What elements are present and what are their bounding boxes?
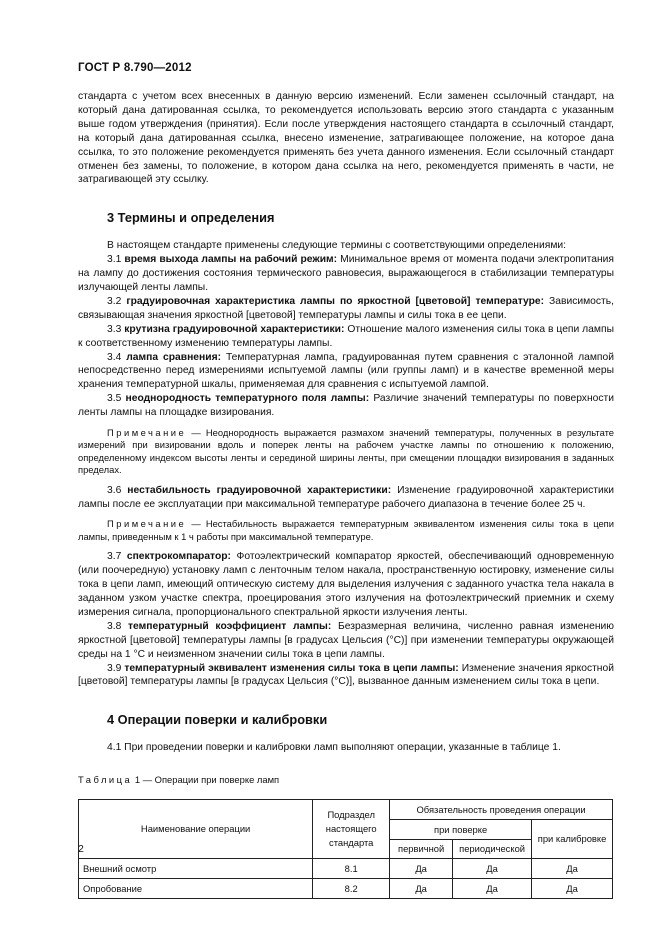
document-header: ГОСТ Р 8.790—2012 <box>78 62 192 74</box>
term-3-6 <box>78 484 614 512</box>
document-body <box>78 90 614 899</box>
term-number: 3.5 <box>107 393 122 405</box>
term-name: спектрокомпаратор: <box>126 551 231 563</box>
term-name: нестабильность градуировочной характеристики: <box>127 484 392 496</box>
note-label: Примечание <box>107 427 187 439</box>
term-definition: Безразмерная величина, численно равная изменению яркостной [цветовой] температуры лампы [в градусах Цельсия (°C)] при изменении температуры окружающей среды на 1 °C и неизменном значении силы тока в цепи лампы. <box>78 620 614 660</box>
table-caption-label: Таблица <box>78 774 133 786</box>
term-number: 3.4 <box>107 351 122 363</box>
page-number: 2 <box>78 843 84 855</box>
term-definition: Изменение градуировочной характеристики лампы после ее эксплуатации при максимальной температуре рабочего диапазона в течение более 25 ч. <box>78 484 614 510</box>
term-3-8 <box>78 620 614 662</box>
term-number: 3.9 <box>107 662 122 674</box>
term-number: 3.1 <box>107 254 122 266</box>
header-calibration: при калибровке <box>532 820 613 859</box>
section-3-heading: 3 Термины и определения <box>107 210 275 226</box>
header-verification: при поверке <box>390 820 532 840</box>
term-3-7 <box>78 550 614 620</box>
note-text: — Неоднородность выражается размахом значений температуры, полученных в результате измерений при визировании вдоль и поперек ленты на рабочем участке лампы по отношению к положению, определенному индексом высоты ленты и серединой ширины ленты, при смещении площадки визирования в заданных пределах. <box>78 427 614 476</box>
term-3-3 <box>78 323 614 351</box>
term-definition: Минимальное время от момента подачи электропитания на лампу до достижения состояния термического равновесия, выражающегося в стабилизации температуры излучающей ленты лампы. <box>78 254 614 293</box>
term-number: 3.6 <box>107 484 122 496</box>
term-3-4 <box>78 351 614 393</box>
cell-periodic: Да <box>453 858 532 878</box>
cell-primary: Да <box>390 878 453 898</box>
term-number: 3.2 <box>107 295 122 307</box>
term-definition: Различие значений температуры по поверхности ленты лампы на площадке визирования. <box>78 393 614 419</box>
table-row <box>79 858 613 878</box>
note-2 <box>78 518 614 543</box>
note-1 <box>78 427 614 477</box>
table-header-row <box>79 800 613 820</box>
term-3-1 <box>78 253 614 295</box>
term-number: 3.3 <box>107 323 122 335</box>
header-obligation: Обязательность проведения операции <box>390 800 613 820</box>
term-name: крутизна градуировочной характеристики: <box>124 323 345 335</box>
term-3-5 <box>78 392 614 420</box>
term-name: температурный эквивалент изменения силы тока в цепи лампы: <box>124 662 459 674</box>
cell-operation-name: Внешний осмотр <box>79 858 313 878</box>
section-3-lead: В настоящем стандарте применены следующие термины с соответствующими определениями: <box>107 240 567 252</box>
term-name: градуировочная характеристика лампы по яркостной [цветовой] температуре: <box>126 295 545 307</box>
cell-calibration: Да <box>532 878 613 898</box>
note-label: Примечание <box>107 518 187 530</box>
term-number: 3.8 <box>107 620 122 632</box>
header-subsection: Подраздел настоящего стандарта <box>313 800 390 859</box>
cell-primary: Да <box>390 858 453 878</box>
term-name: лампа сравнения: <box>126 351 222 363</box>
term-definition: Отношение малого изменения силы тока в цепи лампы к соответственному изменению температуры лампы. <box>78 323 614 349</box>
term-name: время выхода лампы на рабочий режим: <box>124 254 338 266</box>
operations-table <box>78 799 613 899</box>
term-definition: Фотоэлектрический компаратор яркостей, обеспечивающий одновременную (или поочередную) установку ламп с ленточным телом накала, пространственную юстировку, изменение силы тока в цепи ламп, имеющий оптическую систему для выделения излучения с заданного участка тела накала в заданном узком участке спектра, проецирования этого излучения на фотоэлектрический приемник и схему измерения сигнала, пропорционального спектральной яркости излучения ленты. <box>78 551 614 618</box>
cell-operation-name: Опробование <box>79 878 313 898</box>
cell-subsection: 8.2 <box>313 878 390 898</box>
header-primary: первичной <box>390 840 453 859</box>
term-definition: Температурная лампа, градуированная путем сравнения с эталонной лампой непосредственно перед измерениями испытуемой лампы (или группы ламп) и в качестве временной меры хранения температурной шкалы, применяемая для сравнения с испытуемой лампой. <box>78 351 614 391</box>
cell-subsection: 8.1 <box>313 858 390 878</box>
cell-calibration: Да <box>532 858 613 878</box>
header-periodic: периодической <box>453 840 532 859</box>
term-definition: Изменение значения яркостной [цветовой] температуры лампы [в градусах Цельсия (°C)], вызванное данным изменением силы тока в цепи. <box>78 662 614 688</box>
cell-periodic: Да <box>453 878 532 898</box>
term-3-2 <box>78 295 614 323</box>
intro-paragraph: стандарта с учетом всех внесенных в данную версию изменений. Если заменен ссылочный стандарт, на который дана датированная ссылка, то рекомендуется использовать версию этого стандарта с указанным выше годом утверждения (принятия). Если после утверждения настоящего стандарта в ссылочный стандарт, на который дана датированная ссылка, внесено изменение, затрагивающее положение, на которое дана ссылка, то это положение рекомендуется применять без учета данного изменения. Если ссылочный стандарт отменен без замены, то положение, в котором дана ссылка на него, рекомендуется применять в части, не затрагивающей эту ссылку. <box>78 91 614 186</box>
term-3-9 <box>78 662 614 690</box>
term-number: 3.7 <box>107 551 122 563</box>
term-name: неоднородность температурного поля лампы: <box>125 393 370 405</box>
header-operation-name: Наименование операции <box>79 800 313 859</box>
section-4-1-paragraph: 4.1 При проведении поверки и калибровки ламп выполняют операции, указанные в таблице 1. <box>107 742 561 754</box>
term-name: температурный коэффициент лампы: <box>128 620 332 632</box>
note-text: — Нестабильность выражается температурным эквивалентом изменения силы тока в цепи лампы, приведенным к 1 ч работы при максимальной температуре. <box>78 518 614 542</box>
table-caption <box>78 773 614 787</box>
table-row <box>79 878 613 898</box>
section-4-heading: 4 Операции поверки и калибровки <box>107 712 328 728</box>
term-definition: Зависимость, связывающая значения яркостной [цветовой] температуры лампы и силы тока в ее цепи. <box>78 295 614 321</box>
table-caption-text: 1 — Операции при поверке ламп <box>134 774 280 786</box>
